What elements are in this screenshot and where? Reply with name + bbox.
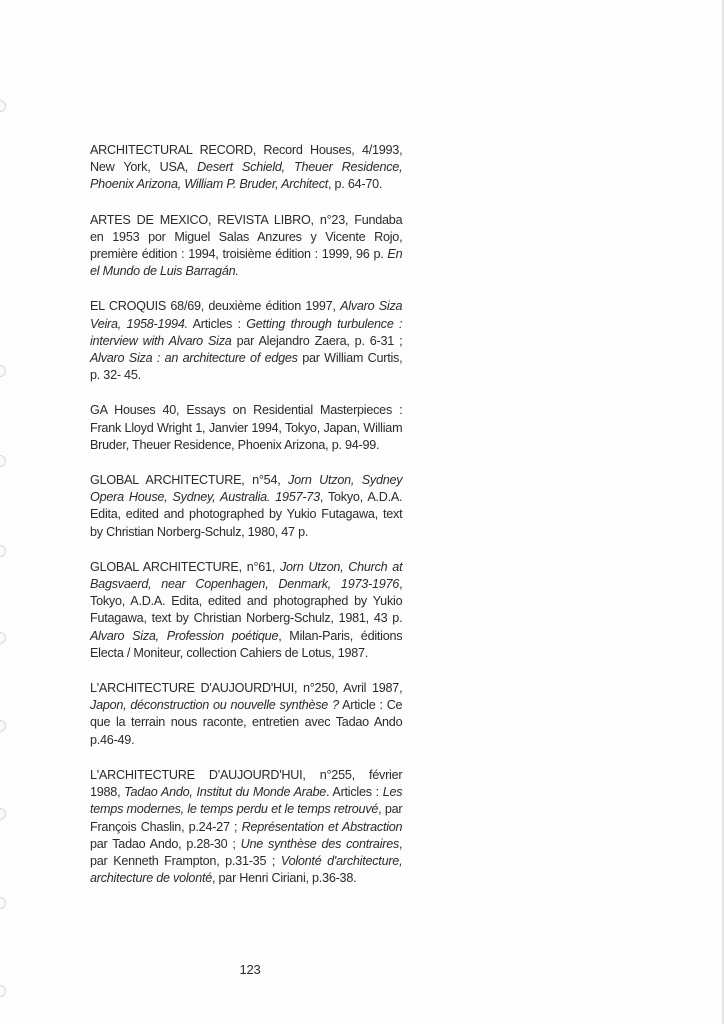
entry-text: , par Henri Ciriani, p.36-38. — [212, 870, 357, 886]
entry-text: L'ARCHITECTURE D'AUJOURD'HUI, n°255, février 1988, — [90, 766, 403, 800]
entry-title-italic: En el Mundo de Luis Barragán. — [90, 246, 403, 279]
bibliography-entry — [90, 401, 402, 453]
bibliography-entry — [90, 766, 402, 886]
entry-text: , Tokyo, A.D.A. Edita, edited and photographed by Yukio Futagawa, text by Christian Norberg-Schulz, 1980, 47 p. — [90, 489, 403, 539]
entry-text: , p. 64-70. — [328, 176, 383, 192]
bibliography-entry — [90, 297, 402, 383]
page-number: 123 — [239, 962, 261, 977]
entry-title-italic: Alvaro Siza : an architecture of edges — [90, 350, 298, 366]
entry-text: , Tokyo, A.D.A. Edita, edited and photographed by Yukio Futagawa, text by Christian Norberg-Schulz, 1981, 43 p. — [90, 576, 403, 626]
bibliography-entry — [90, 558, 402, 661]
entry-text: , Milan-Paris, éditions Electa / Moniteur, collection Cahiers de Lotus, 1987. — [90, 627, 403, 660]
bibliography-entry — [90, 471, 402, 540]
entry-title-italic: Tadao Ando, Institut du Monde Arabe — [124, 784, 327, 800]
entry-text: ARCHITECTURAL RECORD, Record Houses, 4/1993, New York, USA, — [90, 142, 403, 175]
binding-hole — [0, 632, 6, 644]
entry-title-italic: Japon, déconstruction ou nouvelle synthèse ? — [90, 697, 339, 713]
entry-title-italic: Desert Schield, Theuer Residence, Phoenix Arizona, William P. Bruder, Architect — [90, 159, 403, 192]
entry-title-italic: Jorn Utzon, Church at Bagsvaerd, near Copenhagen, Denmark, 1973-1976 — [90, 558, 403, 592]
entry-text: , par Kenneth Frampton, p.31-35 ; — [90, 835, 403, 868]
entry-title-italic: Getting through turbulence : interview with Alvaro Siza — [90, 315, 403, 348]
binding-hole — [0, 985, 6, 997]
entry-text: GLOBAL ARCHITECTURE, n°61, — [90, 558, 280, 574]
entry-text: par William Curtis, p. 32- 45. — [90, 350, 403, 383]
binding-hole — [0, 455, 6, 467]
entry-text: L'ARCHITECTURE D'AUJOURD'HUI, n°250, Avril 1987, — [90, 680, 403, 696]
entry-text: par Alejandro Zaera, p. 6-31 ; — [231, 332, 403, 348]
binding-hole — [0, 897, 6, 909]
entry-text: GA Houses 40, Essays on Residential Masterpieces : Frank Lloyd Wright 1, Janvier 1994, Tokyo, Japan, William Bruder, Theuer Residence, Phoenix Arizona, p. 94-99. — [90, 402, 403, 452]
binding-hole — [0, 720, 6, 732]
entry-text: ARTES DE MEXICO, REVISTA LIBRO, n°23, Fundaba en 1953 por Miguel Salas Anzures y Vicente Rojo, première édition : 1994, troisième édition : 1999, 96 p. — [90, 211, 403, 262]
entry-title-italic: Volonté d'architecture, architecture de volonté — [90, 852, 403, 886]
entry-text: EL CROQUIS 68/69, deuxième édition 1997, — [90, 298, 341, 314]
entry-text: , par François Chaslin, p.24-27 ; — [90, 801, 403, 834]
entry-title-italic: Représentation et Abstraction — [241, 818, 403, 834]
entry-title-italic: Alvaro Siza Veira, 1958-1994. — [90, 298, 403, 331]
binding-hole — [0, 100, 6, 112]
entry-title-italic: Une synthèse des contraires — [240, 835, 400, 851]
entry-title-italic: Jorn Utzon, Sydney Opera House, Sydney, Australia. 1957-73 — [90, 472, 403, 505]
binding-hole — [0, 365, 6, 377]
entry-text: GLOBAL ARCHITECTURE, n°54, — [90, 472, 289, 488]
binding-hole — [0, 808, 6, 820]
entry-title-italic: Alvaro Siza, Profession poétique — [90, 627, 279, 643]
entry-text: Article : Ce que la terrain nous raconte, entretien avec Tadao Ando p.46-49. — [90, 697, 403, 747]
entry-text: par Tadao Ando, p.28-30 ; — [90, 835, 241, 851]
entry-text: . Articles : — [326, 784, 383, 800]
bibliography-entry — [90, 211, 402, 280]
binding-hole — [0, 545, 6, 557]
bibliography-entry — [90, 679, 402, 748]
entry-text: Articles : — [187, 315, 247, 331]
bibliography-entry — [90, 141, 402, 193]
entry-title-italic: Les temps modernes, le temps perdu et le temps retrouvé — [90, 784, 403, 817]
bibliography-list — [90, 141, 403, 904]
